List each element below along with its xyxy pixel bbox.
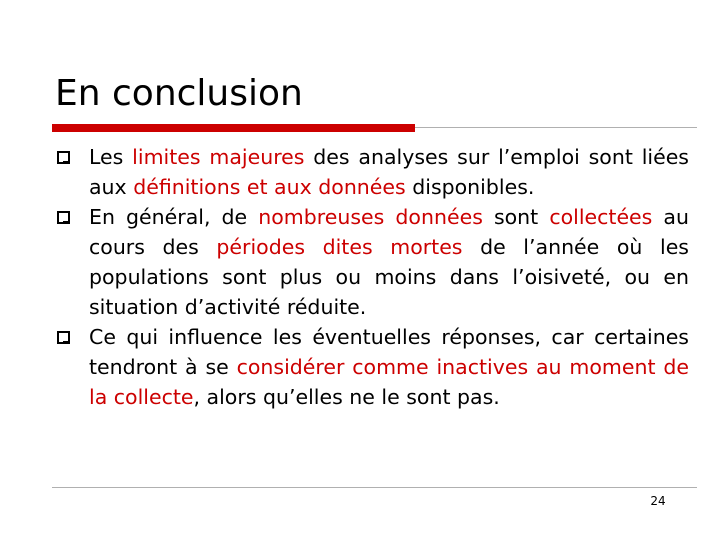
page-number: 24: [650, 494, 666, 508]
highlighted-text: définitions et aux données: [133, 175, 406, 199]
highlighted-text: nombreuses données: [258, 205, 483, 229]
footer-rule: [52, 487, 697, 488]
slide-title: En conclusion: [55, 73, 303, 114]
text-segment: Ce qui influence les éventuelles réponses, car certaines tendront à se: [89, 325, 689, 379]
checkbox-bullet-icon: [57, 331, 70, 344]
bullet-text: [89, 325, 689, 409]
bullet-item: [55, 322, 689, 412]
text-segment: disponibles.: [405, 175, 535, 199]
text-segment: au cours des: [89, 205, 689, 259]
text-segment: Les: [89, 145, 133, 169]
checkbox-bullet-icon: [57, 151, 70, 164]
text-segment: , alors qu’elles ne le sont pas.: [193, 385, 500, 409]
text-segment: sont: [482, 205, 550, 229]
text-segment: En général, de: [89, 205, 259, 229]
checkbox-bullet-icon: [57, 211, 70, 224]
title-accent-rule: [52, 124, 415, 132]
text-segment: de l’année où les populations sont plus ou moins dans l’oisiveté, ou en situation d’activité réduite.: [89, 235, 689, 319]
highlighted-text: collectées: [549, 205, 653, 229]
highlighted-text: limites majeures: [132, 145, 305, 169]
text-segment: des analyses sur l’emploi sont liées aux: [89, 145, 689, 199]
highlighted-text: considérer comme inactives au moment de la collecte: [89, 355, 689, 409]
bullet-list: [55, 142, 689, 412]
bullet-text: [89, 145, 689, 199]
bullet-text: [89, 205, 689, 319]
bullet-item: [55, 142, 689, 202]
highlighted-text: périodes dites mortes: [216, 235, 463, 259]
bullet-item: [55, 202, 689, 322]
title-divider-rule: [415, 127, 697, 128]
